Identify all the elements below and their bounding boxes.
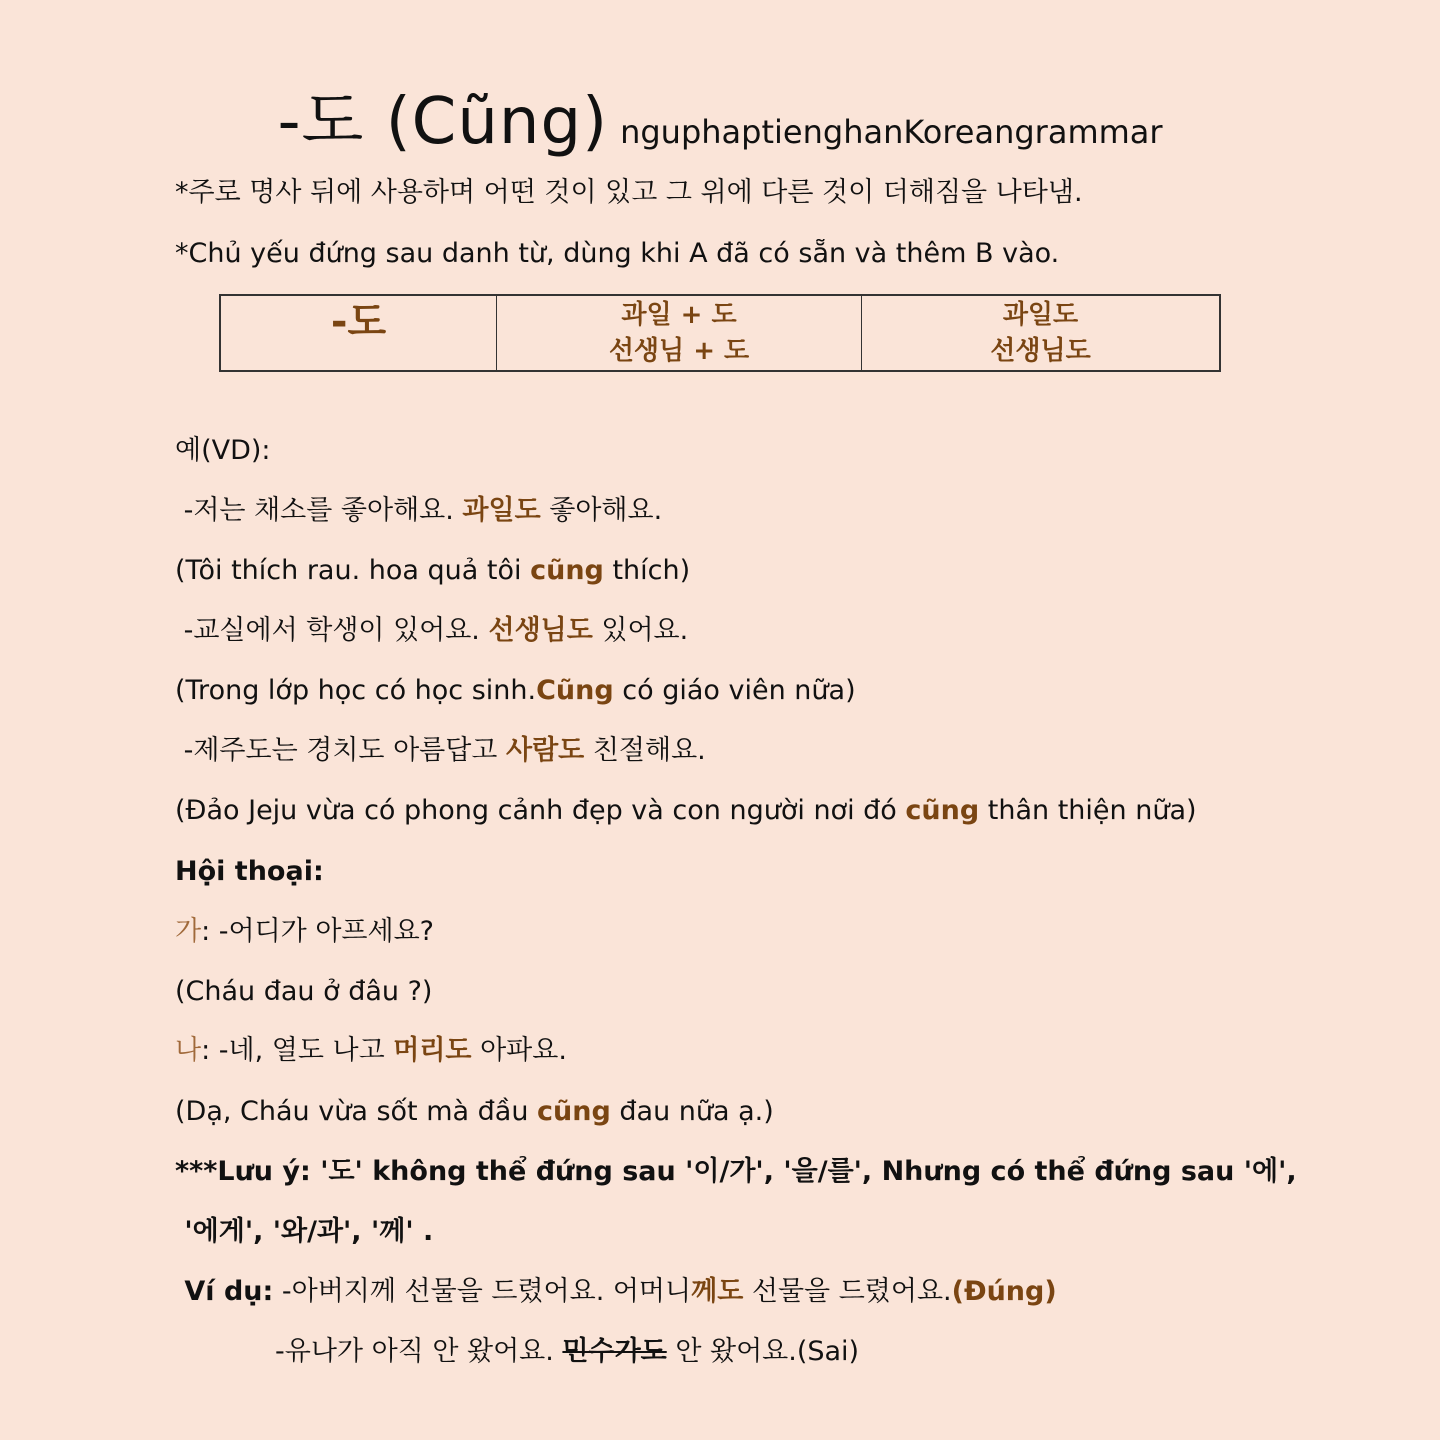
page-title	[0, 70, 1440, 162]
example-line	[175, 791, 1197, 831]
incorrect-form: 민수가도	[562, 1336, 667, 1367]
dialogue-text: : -어디가 아프세요?	[201, 916, 435, 947]
speaker-a: 가	[175, 916, 202, 947]
dialogue-text: đau nữa ạ.)	[610, 1096, 774, 1127]
example-text: (Tôi thích rau. hoa quả tôi	[175, 555, 531, 586]
dialogue-b-translation	[175, 1092, 774, 1132]
examples-label: 예(VD):	[175, 435, 271, 466]
dialogue-text: : -네, 열도 나고	[201, 1035, 394, 1066]
example-text: -저는 채소를 좋아해요.	[175, 495, 463, 526]
intro-korean: *주로 명사 뒤에 사용하며 어떤 것이 있고 그 위에 다른 것이 더해짐을 나타냄.	[175, 177, 1083, 208]
dialogue-a-translation: (Cháu đau ở đâu ?)	[175, 976, 433, 1007]
example-text: (Đảo Jeju vừa có phong cảnh đẹp và con người nơi đó	[175, 795, 906, 826]
dialogue-text: (Dạ, Cháu vừa sốt mà đầu	[175, 1096, 538, 1127]
dialogue-b-line	[175, 1031, 567, 1071]
table-form-2: 선생님 + 도	[608, 336, 750, 366]
example-text: 좋아해요.	[540, 495, 663, 526]
example-highlight: cũng	[905, 795, 980, 826]
title-sub: nguphaptienghanKoreangrammar	[620, 113, 1163, 151]
dialogue-highlight: cũng	[537, 1096, 611, 1127]
note-example-2	[275, 1332, 859, 1372]
example-highlight: cũng	[530, 555, 604, 586]
table-head: -도	[220, 295, 497, 371]
example-text: có giáo viên nữa)	[613, 675, 856, 706]
example-text: -교실에서 학생이 있어요.	[175, 615, 489, 646]
example-text: 있어요.	[592, 615, 689, 646]
dialogue-label: Hội thoại:	[175, 856, 324, 887]
example-text: 친절해요.	[584, 735, 706, 766]
example-text: (Trong lớp học có học sinh.	[175, 675, 537, 706]
grammar-table	[219, 294, 1221, 372]
dialogue-text: 아파요.	[471, 1035, 567, 1066]
table-result-2: 선생님도	[990, 336, 1091, 366]
table-results	[862, 295, 1221, 371]
note-example-1	[175, 1272, 1057, 1312]
example-text: thích)	[603, 555, 691, 586]
example-text: thân thiện nữa)	[979, 795, 1197, 826]
example-highlight: 선생님도	[488, 615, 593, 646]
correct-mark: (Đúng)	[951, 1276, 1057, 1307]
dialogue-a-line	[175, 912, 434, 952]
example-line	[175, 491, 662, 531]
example-line	[175, 671, 856, 711]
note-example-label: Ví dụ:	[175, 1276, 274, 1307]
table-form-1: 과일 + 도	[621, 300, 737, 330]
dialogue-highlight: 머리도	[393, 1035, 472, 1066]
speaker-b: 나	[175, 1035, 202, 1066]
example-line	[175, 551, 690, 591]
note-example-highlight: 께도	[691, 1276, 744, 1307]
title-main: -도 (Cũng)	[277, 85, 609, 159]
note-example-text: 안 왔어요.	[666, 1336, 797, 1367]
example-highlight: 과일도	[462, 495, 541, 526]
note-line-2: '에게', '와/과', '께' .	[175, 1216, 434, 1247]
incorrect-mark: (Sai)	[796, 1336, 860, 1367]
note-line-1: ***Lưu ý: '도' không thể đứng sau '이/가', '을/를', Nhưng có thể đứng sau '에',	[175, 1156, 1297, 1187]
table-forms	[497, 295, 862, 371]
note-example-text: 선물을 드렸어요.	[743, 1276, 952, 1307]
table-result-1: 과일도	[1002, 300, 1079, 330]
intro-vietnamese: *Chủ yếu đứng sau danh từ, dùng khi A đã có sẵn và thêm B vào.	[175, 238, 1060, 269]
example-highlight: 사람도	[505, 735, 585, 766]
example-text: -제주도는 경치도 아름답고	[175, 735, 506, 766]
example-line	[175, 731, 706, 771]
note-example-text: -유나가 아직 안 왔어요.	[275, 1336, 563, 1367]
example-highlight: Cũng	[536, 675, 614, 706]
note-example-text: -아버지께 선물을 드렸어요. 어머니	[273, 1276, 692, 1307]
example-line	[175, 611, 688, 651]
